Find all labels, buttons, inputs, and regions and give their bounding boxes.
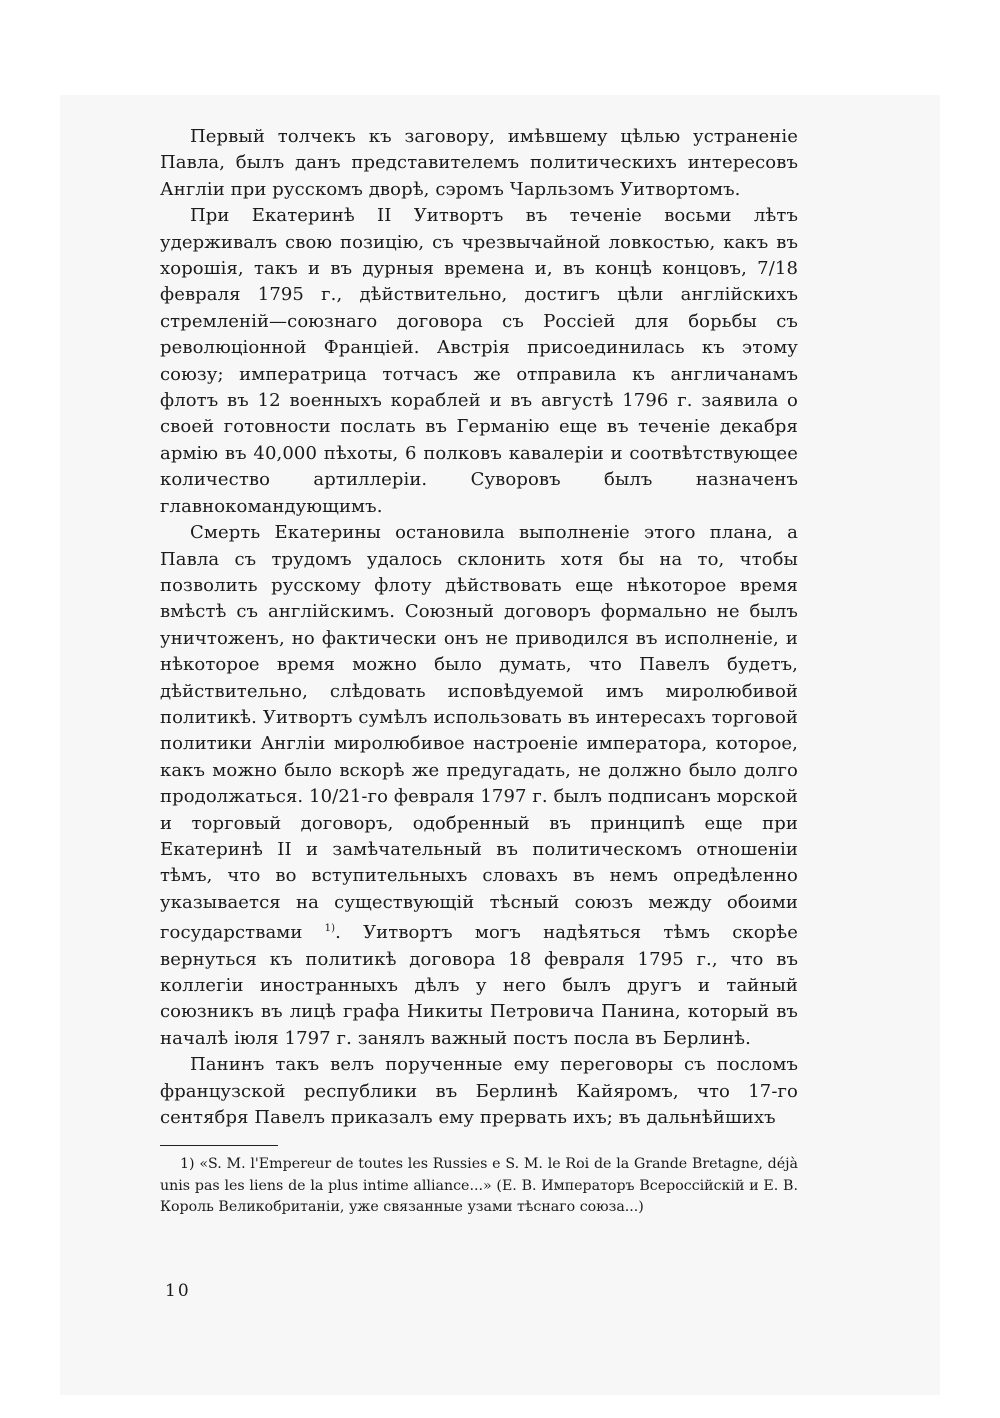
- page-number: 10: [165, 1281, 191, 1301]
- paragraph-4: Панинъ такъ велъ порученные ему переговоры съ посломъ французской республики въ Берлинѣ Кайяромъ, что 17-го сентября Павелъ приказалъ ему прервать ихъ; въ дальнѣйшихъ: [160, 1054, 798, 1129]
- footnote-marker: 1): [180, 1156, 195, 1173]
- main-text: [160, 124, 798, 1219]
- paragraph-3: Смерть Екатерины остановила выполненіе этого плана, а Павла съ трудомъ удалось склонить хотя бы на то, чтобы позволить русскому флоту дѣйствовать еще нѣкоторое время вмѣстѣ съ англійскимъ. Союзный договоръ формально не былъ уничтоженъ, но фактически онъ не приводился въ исполненіе, и нѣкоторое время можно было думать, что Павелъ будетъ, дѣйствительно, слѣдовать исповѣдуемой имъ миролюбивой политикѣ. Уитвортъ сумѣлъ использовать въ интересахъ торговой политики Англіи миролюбивое настроеніе императора, которое, какъ можно было вскорѣ же предугадать, не должно было долго продолжаться. 10/21-го февраля 1797 г. былъ подписанъ морской и торговый договоръ, одобренный въ принципѣ еще при Екатеринѣ II и замѣчательный въ политическомъ отношеніи тѣмъ, что во вступительныхъ словахъ въ немъ опредѣленно указывается на существующій тѣсный союзъ между обоими государствами $^{1)}$. Уитвортъ могъ надѣяться тѣмъ скорѣе вернуться къ политикѣ договора 18 февраля 1795 г., что въ коллегіи иностранныхъ дѣлъ у него былъ другъ и тайный союзникъ въ лицѣ графа Никиты Петровича Панина, который въ началѣ іюля 1797 г. занялъ важный постъ посла въ Берлинѣ.: [160, 522, 798, 1049]
- paragraph-1: Первый толчекъ къ заговору, имѣвшему цѣлью устраненіе Павла, былъ данъ представителемъ политическихъ интересовъ Англіи при русскомъ дворѣ, сэромъ Чарльзомъ Уитвортомъ.: [160, 126, 798, 200]
- footnote-divider: [160, 1145, 278, 1146]
- paragraph-2: При Екатеринѣ II Уитвортъ въ теченіе восьми лѣтъ удерживалъ свою позицію, съ чрезвычайной ловкостью, какъ въ хорошія, такъ и въ дурныя времена и, въ концѣ концовъ, 7/18 февраля 1795 г., дѣйствительно, достигъ цѣли англійскихъ стремленій—союзнаго договора съ Россіей для борьбы съ революціонной Франціей. Австрія присоединилась къ этому союзу; императрица тотчасъ же отправила къ англичанамъ флотъ въ 12 военныхъ кораблей и въ августѣ 1796 г. заявила о своей готовности послать въ Германію еще въ теченіе декабря армію въ 40,000 пѣхоты, 6 полковъ кавалеріи и соотвѣтствующее количество артиллеріи. Суворовъ былъ назначенъ главнокомандующимъ.: [160, 205, 798, 517]
- paragraph-3-text: Смерть Екатерины остановила выполненіе этого плана, а Павла съ трудомъ удалось склонить хотя бы на то, чтобы позволить русскому флоту дѣйствовать еще нѣкоторое время вмѣстѣ съ англійскимъ. Союзный договоръ формально не былъ уничтоженъ, но фактически онъ не приводился въ исполненіе, и нѣкоторое время можно было думать, что Павелъ будетъ, дѣйствительно, слѣдовать исповѣдуемой имъ миролюбивой политикѣ. Уитвортъ сумѣлъ использовать въ интересахъ торговой политики Англіи миролюбивое настроеніе императора, которое, какъ можно было вскорѣ же предугадать, не должно было долго продолжаться. 10/21-го февраля 1797 г. былъ подписанъ морской и торговый договоръ, одобренный въ принципѣ еще при Екатеринѣ II и замѣчательный въ политическомъ отношеніи тѣмъ, что во вступительныхъ словахъ въ немъ опредѣленно указывается на существующій тѣсный союзъ между обоими государствами: [160, 522, 798, 944]
- footnote: [160, 1154, 798, 1219]
- paragraph-3-continued: Уитвортъ могъ надѣяться тѣмъ скорѣе вернуться къ политикѣ договора 18 февраля 1795 г., что въ коллегіи иностранныхъ дѣлъ у него былъ другъ и тайный союзникъ въ лицѣ графа Никиты Петровича Панина, который въ началѣ іюля 1797 г. занялъ важный постъ посла въ Берлинѣ.: [160, 922, 798, 1049]
- footnote-text: «S. M. l'Empereur de toutes les Russies e S. M. le Roi de la Grande Bretagne, déjà unis pas les liens de la plus intime alliance...» (Е. В. Императоръ Всероссійскій и Е. В. Король Великобританіи, уже связанные узами тѣснаго союза...): [160, 1156, 798, 1216]
- footnote-reference: 1): [324, 923, 336, 935]
